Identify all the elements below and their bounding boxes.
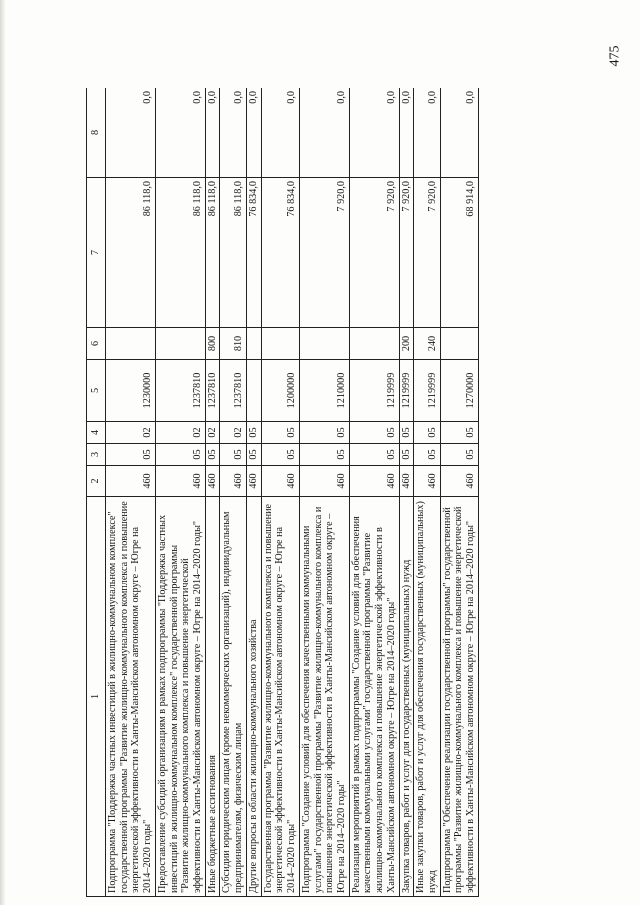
row-description: Иные закупки товаров, работ и услуг для обеспечения государственных (муниципальных) нужд <box>414 497 440 897</box>
subsection-code: 05 <box>349 422 399 444</box>
ministry-code: 460 <box>414 466 440 497</box>
row-description: Предоставление субсидий организациям в рамках подпрограммы "Поддержка частных инвестиций в жилищно-коммунальном комплексе" государственной программы "Развитие жилищно-коммунального комплекса и повышение энергетической эффективности в Ханты-Мансийском автономном округе – Югре на 2014–2020 годы" <box>155 497 205 897</box>
table-row <box>349 88 399 897</box>
section-code: 05 <box>440 444 478 466</box>
table-row <box>220 88 246 897</box>
expense-type-code <box>246 328 261 360</box>
row-description: Подпрограмма "Создание условий для обеспечения качественными коммунальными услугами" государственной программы "Развитие жилищно-коммунального комплекса и повышение энергетической эффективности в Ханты-Мансийском автономном округе – Югре на 2014–2020 годы" <box>299 497 349 897</box>
target-item-code: 1230000 <box>106 360 156 422</box>
ministry-code: 460 <box>399 466 414 497</box>
ministry-code: 460 <box>220 466 246 497</box>
subsection-code: 02 <box>220 422 246 444</box>
table-row <box>299 88 349 897</box>
amount-value: 86 118,0 <box>106 178 156 328</box>
rotated-page-content <box>86 88 623 897</box>
header-cell: 6 <box>87 328 106 360</box>
header-cell: 3 <box>87 444 106 466</box>
amount-value: 86 118,0 <box>205 178 220 328</box>
amount-value-2: 0,0 <box>246 88 261 178</box>
subsection-code: 02 <box>155 422 205 444</box>
row-description: Реализация мероприятий в рамках подпрограммы "Создание условий для обеспечения качественными коммунальными услугами" государственной программы "Развитие жилищно-коммунального комплекса и повышение энергетической эффективности в Ханты-Мансийском автономном округе – Югре на 2014–2020 годы" <box>349 497 399 897</box>
target-item-code: 1219999 <box>399 360 414 422</box>
subsection-code: 05 <box>399 422 414 444</box>
row-description: Государственная программа "Развитие жилищно-коммунального комплекса и повышение энергетической эффективности в Ханты-Мансийском автономном округе – Югре на 2014–2020 годы" <box>261 497 299 897</box>
amount-value-2: 0,0 <box>205 88 220 178</box>
amount-value: 7 920,0 <box>349 178 399 328</box>
target-item-code: 1219999 <box>349 360 399 422</box>
amount-value: 68 914,0 <box>440 178 478 328</box>
table-header-row <box>87 88 106 897</box>
target-item-code: 1270000 <box>440 360 478 422</box>
amount-value-2: 0,0 <box>349 88 399 178</box>
amount-value: 7 920,0 <box>299 178 349 328</box>
target-item-code: 1219999 <box>414 360 440 422</box>
table-row <box>106 88 156 897</box>
ministry-code: 460 <box>106 466 156 497</box>
target-item-code: 1237810 <box>220 360 246 422</box>
subsection-code: 02 <box>205 422 220 444</box>
budget-table <box>86 88 479 897</box>
header-cell: 5 <box>87 360 106 422</box>
header-cell: 2 <box>87 466 106 497</box>
row-description: Подпрограмма "Обеспечение реализации государственной программы" государственной программы "Развитие жилищно-коммунального комплекса и повышение энергетической эффективности в Ханты-Мансийском автономном округе – Югре на 2014–2020 годы" <box>440 497 478 897</box>
scan-edge-shadow <box>0 0 6 905</box>
table-row <box>246 88 261 897</box>
expense-type-code <box>440 328 478 360</box>
target-item-code <box>246 360 261 422</box>
expense-type-code <box>261 328 299 360</box>
header-cell: 7 <box>87 178 106 328</box>
table-row <box>155 88 205 897</box>
section-code: 05 <box>246 444 261 466</box>
amount-value: 86 118,0 <box>220 178 246 328</box>
amount-value-2: 0,0 <box>155 88 205 178</box>
amount-value-2: 0,0 <box>440 88 478 178</box>
section-code: 05 <box>261 444 299 466</box>
amount-value: 7 920,0 <box>399 178 414 328</box>
subsection-code: 05 <box>299 422 349 444</box>
expense-type-code: 800 <box>205 328 220 360</box>
row-description: Закупка товаров, работ и услуг для государственных (муниципальных) нужд <box>399 497 414 897</box>
table-row <box>440 88 478 897</box>
table-row <box>399 88 414 897</box>
section-code: 05 <box>399 444 414 466</box>
subsection-code: 02 <box>106 422 156 444</box>
target-item-code: 1237810 <box>205 360 220 422</box>
section-code: 05 <box>220 444 246 466</box>
target-item-code: 1210000 <box>299 360 349 422</box>
ministry-code: 460 <box>349 466 399 497</box>
amount-value: 76 834,0 <box>261 178 299 328</box>
amount-value-2: 0,0 <box>399 88 414 178</box>
expense-type-code <box>106 328 156 360</box>
section-code: 05 <box>299 444 349 466</box>
expense-type-code: 240 <box>414 328 440 360</box>
row-description: Иные бюджетные ассигнования <box>205 497 220 897</box>
expense-type-code <box>349 328 399 360</box>
expense-type-code: 810 <box>220 328 246 360</box>
expense-type-code <box>155 328 205 360</box>
expense-type-code: 200 <box>399 328 414 360</box>
section-code: 05 <box>155 444 205 466</box>
header-cell: 1 <box>87 497 106 897</box>
amount-value-2: 0,0 <box>414 88 440 178</box>
ministry-code: 460 <box>246 466 261 497</box>
target-item-code: 1200000 <box>261 360 299 422</box>
section-code: 05 <box>106 444 156 466</box>
ministry-code: 460 <box>261 466 299 497</box>
table-viewport <box>86 88 623 897</box>
subsection-code: 05 <box>246 422 261 444</box>
amount-value: 76 834,0 <box>246 178 261 328</box>
amount-value-2: 0,0 <box>106 88 156 178</box>
amount-value: 7 920,0 <box>414 178 440 328</box>
ministry-code: 460 <box>205 466 220 497</box>
header-cell: 8 <box>87 88 106 178</box>
section-code: 05 <box>414 444 440 466</box>
table-row <box>414 88 440 897</box>
subsection-code: 05 <box>414 422 440 444</box>
row-description: Подпрограмма "Поддержка частных инвестиций в жилищно-коммунальном комплексе" государственной программы "Развитие жилищно-коммунального комплекса и повышение энергетической эффективности в Ханты-Мансийском автономном округе – Югре на 2014–2020 годы" <box>106 497 156 897</box>
section-code: 05 <box>205 444 220 466</box>
page-number: 475 <box>607 45 623 67</box>
ministry-code: 460 <box>155 466 205 497</box>
header-cell: 4 <box>87 422 106 444</box>
row-description: Другие вопросы в области жилищно-коммунального хозяйства <box>246 497 261 897</box>
target-item-code: 1237810 <box>155 360 205 422</box>
table-row <box>261 88 299 897</box>
expense-type-code <box>299 328 349 360</box>
amount-value-2: 0,0 <box>220 88 246 178</box>
subsection-code: 05 <box>440 422 478 444</box>
amount-value: 86 118,0 <box>155 178 205 328</box>
amount-value-2: 0,0 <box>261 88 299 178</box>
ministry-code: 460 <box>440 466 478 497</box>
table-row <box>205 88 220 897</box>
ministry-code: 460 <box>299 466 349 497</box>
section-code: 05 <box>349 444 399 466</box>
subsection-code: 05 <box>261 422 299 444</box>
amount-value-2: 0,0 <box>299 88 349 178</box>
row-description: Субсидии юридическим лицам (кроме некоммерческих организаций), индивидуальным предпринимателям, физическим лицам <box>220 497 246 897</box>
